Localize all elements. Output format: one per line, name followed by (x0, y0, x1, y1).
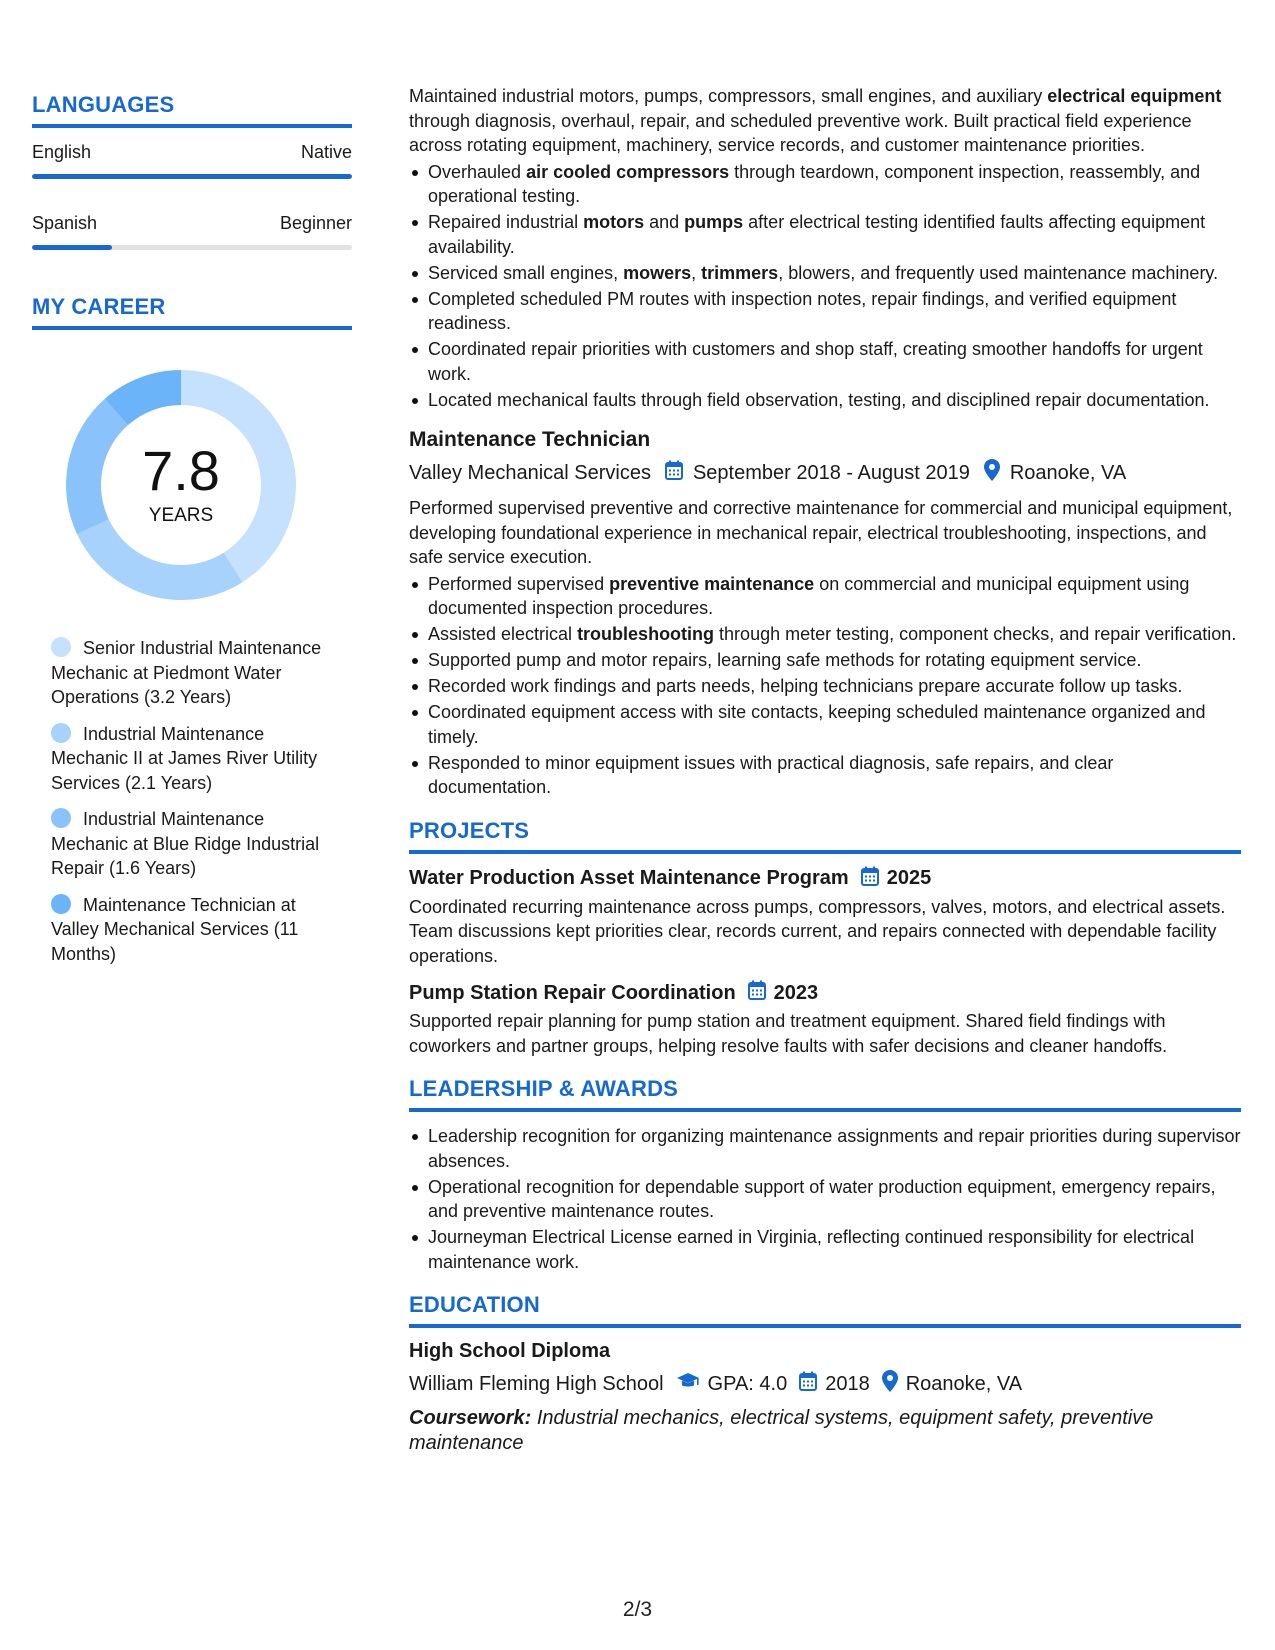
bullet-item: Serviced small engines, mowers, trimmers, blowers, and frequently used maintenance machinery. (409, 261, 1241, 286)
languages-heading: LANGUAGES (32, 92, 352, 128)
previous-job-summary: Maintained industrial motors, pumps, compressors, small engines, and auxiliary electrical equipment through diagnosis, overhaul, repair, and scheduled preventive work. Built practical field experience across rotating equipment, machinery, service records, and customer maintenance priorities. (409, 86, 1222, 155)
career-legend-label: Industrial Maintenance Mechanic II at James River Utility Services (2.1 Years) (51, 723, 318, 793)
bullet-item: Leadership recognition for organizing maintenance assignments and repair priorities during supervisor absences. (409, 1124, 1241, 1173)
project-description: Supported repair planning for pump station and treatment equipment. Shared field findings with coworkers and partner groups, helping resolve faults with safer decisions and cleaner handoffs. (409, 1011, 1168, 1056)
education-location: Roanoke, VA (905, 1372, 1023, 1395)
page-number: 2/3 (622, 1598, 653, 1621)
leadership-list (409, 1124, 1241, 1274)
career-total-unit: YEARS (148, 505, 214, 526)
job-bullets (409, 572, 1241, 800)
education-section (409, 1292, 1241, 1455)
bullet-item: Coordinated repair priorities with customers and shop staff, creating smoother handoffs for urgent work. (409, 337, 1241, 386)
location-pin-icon (984, 459, 1000, 487)
language-proficiency-fill (32, 174, 352, 179)
job-meta (409, 459, 1241, 487)
language-level: Beginner (279, 213, 352, 233)
language-item (32, 213, 352, 250)
career-section (32, 294, 352, 966)
job-dates: September 2018 - August 2019 (692, 461, 970, 484)
project-entry (409, 980, 1241, 1058)
bullet-item: Overhauled air cooled compressors through teardown, component inspection, reassembly, and operational testing. (409, 160, 1241, 209)
bullet-item: Responded to minor equipment issues with practical diagnosis, safe repairs, and clear documentation. (409, 751, 1241, 800)
education-year: 2018 (825, 1372, 870, 1395)
career-legend (32, 636, 352, 966)
graduation-cap-icon (676, 1372, 700, 1396)
education-heading: EDUCATION (409, 1292, 1241, 1328)
calendar-icon (799, 1371, 817, 1397)
job-location: Roanoke, VA (1009, 461, 1127, 484)
job-summary: Performed supervised preventive and corrective maintenance for commercial and municipal equipment, developing foundational experience in mechanical repair, electrical troubleshooting, inspections, and safe service execution. (409, 498, 1233, 567)
leadership-section (409, 1076, 1241, 1274)
location-pin-icon (882, 1370, 898, 1398)
main-column (409, 84, 1241, 1455)
bullet-item: Supported pump and motor repairs, learning safe methods for rotating equipment service. (409, 648, 1241, 673)
bullet-item: Operational recognition for dependable support of water production equipment, emergency repairs, and preventive maintenance routes. (409, 1175, 1241, 1224)
project-year: 2025 (886, 867, 932, 889)
sidebar (32, 92, 352, 978)
career-legend-item (51, 807, 331, 881)
job-company: Valley Mechanical Services (409, 461, 651, 484)
language-item (32, 142, 352, 179)
bullet-item: Performed supervised preventive maintenance on commercial and municipal equipment using documented inspection procedures. (409, 572, 1241, 621)
education-meta (409, 1370, 1241, 1398)
bullet-item: Assisted electrical troubleshooting through meter testing, component checks, and repair verification. (409, 622, 1241, 647)
language-proficiency-fill (32, 245, 112, 250)
coursework-text: Industrial mechanics, electrical systems, equipment safety, preventive maintenance (409, 1407, 1154, 1454)
legend-dot-icon (51, 637, 71, 657)
education-degree: High School Diploma (409, 1340, 611, 1362)
legend-dot-icon (51, 808, 71, 828)
language-proficiency-bar (32, 174, 352, 179)
career-legend-item (51, 636, 331, 710)
bullet-item: Completed scheduled PM routes with inspection notes, repair findings, and verified equipment readiness. (409, 287, 1241, 336)
career-legend-label: Maintenance Technician at Valley Mechanical Services (11 Months) (51, 894, 299, 964)
education-coursework (409, 1406, 1241, 1455)
job-entry (409, 428, 1241, 800)
calendar-icon (748, 980, 766, 1006)
coursework-label: Coursework: (409, 1407, 532, 1429)
education-school: William Fleming High School (409, 1372, 664, 1395)
language-name: Spanish (32, 213, 98, 233)
project-entry (409, 866, 1241, 969)
project-name: Pump Station Repair Coordination (409, 981, 736, 1004)
career-total-years: 7.8 (142, 439, 220, 502)
project-description: Coordinated recurring maintenance across pumps, compressors, valves, motors, and electrical assets. Team discussions kept priorities clear, records current, and repairs connected with dependable facility operations. (409, 896, 1226, 966)
projects-section (409, 818, 1241, 1059)
job-title: Maintenance Technician (409, 428, 651, 451)
calendar-icon (665, 460, 683, 486)
project-name: Water Production Asset Maintenance Program (409, 867, 849, 889)
bullet-item: Recorded work findings and parts needs, helping technicians prepare accurate follow up tasks. (409, 674, 1241, 699)
career-legend-label: Industrial Maintenance Mechanic at Blue Ridge Industrial Repair (1.6 Years) (51, 809, 320, 878)
bullet-item: Journeyman Electrical License earned in Virginia, reflecting continued responsibility for electrical maintenance work. (409, 1225, 1241, 1274)
language-proficiency-bar (32, 245, 352, 250)
project-year: 2023 (773, 981, 819, 1004)
education-gpa: GPA: 4.0 (707, 1372, 788, 1395)
career-heading: MY CAREER (32, 294, 352, 330)
leadership-heading: LEADERSHIP & AWARDS (409, 1076, 1241, 1112)
bullet-item: Coordinated equipment access with site contacts, keeping scheduled maintenance organized and timely. (409, 700, 1241, 749)
career-donut-chart (66, 370, 296, 600)
donut-center (66, 370, 296, 600)
legend-dot-icon (51, 723, 71, 743)
projects-heading: PROJECTS (409, 818, 1241, 854)
language-level: Native (300, 142, 352, 162)
career-legend-item (51, 722, 331, 796)
career-legend-item (51, 893, 331, 967)
bullet-item: Located mechanical faults through field observation, testing, and disciplined repair documentation. (409, 388, 1241, 413)
bullet-item: Repaired industrial motors and pumps after electrical testing identified faults affecting equipment availability. (409, 210, 1241, 259)
previous-job-bullets (409, 160, 1241, 413)
language-name: English (32, 142, 92, 162)
legend-dot-icon (51, 894, 71, 914)
career-legend-label: Senior Industrial Maintenance Mechanic at Piedmont Water Operations (3.2 Years) (51, 638, 322, 707)
calendar-icon (861, 866, 879, 892)
